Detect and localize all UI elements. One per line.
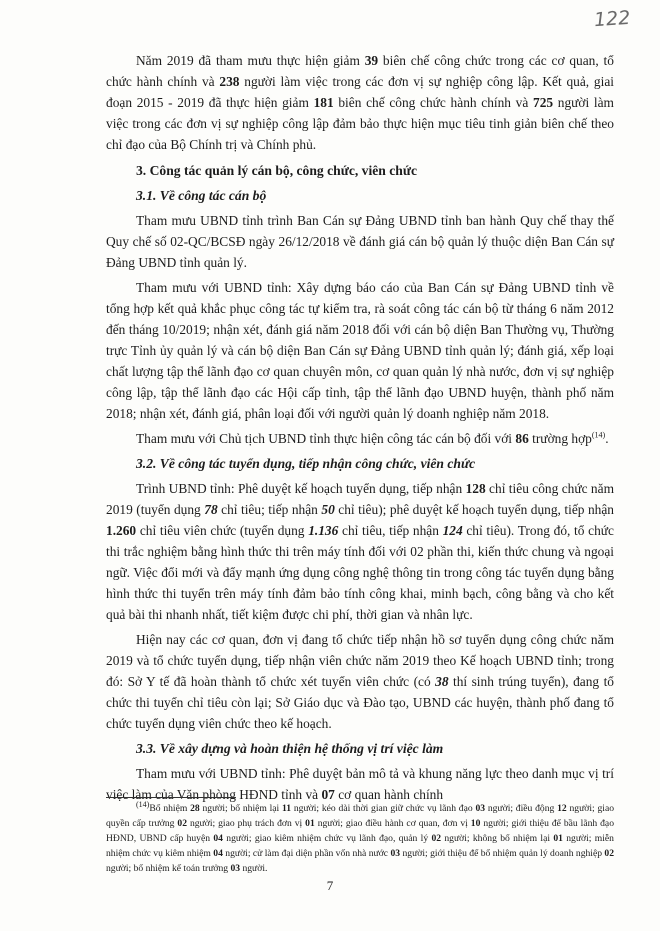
paragraph-staff-reduction: Năm 2019 đã tham mưu thực hiện giảm 39 biên chế công chức trong các cơ quan, tổ chức hành chính và 238 người làm việc trong các đơn vị sự nghiệp công lập. Kết quả, giai đoạn 2015 - 2019 đã thực hiện giảm 181 biên chế công chức hành chính và 725 người làm việc trong các đơn vị sự nghiệp công lập đảm bảo thực hiện mục tiêu tinh giản biên chế theo chỉ đạo của Bộ Chính trị và Chính phủ. bbox=[106, 53, 614, 152]
footnote-14: $^{(14)}$Bổ nhiệm 28 người; bổ nhiệm lại 11 người; kéo dài thời gian giữ chức vụ lãnh đạo 03 người; điều động 12 người; giao quyền cấp trưởng 02 người; giao phụ trách đơn vị 01 người; giao điều hành cơ quan, đơn vị 10 người; giới thiệu để bầu lãnh đạo HĐND, UBND cấp huyện 04 người; giao kiêm nhiệm chức vụ lãnh đạo, quản lý 02 người; không bổ nhiệm lại 01 người; miễn nhiệm chức vụ kiêm nhiệm 04 người; cử làm đại diện phần vốn nhà nước 03 người; giới thiệu để bổ nhiệm quản lý doanh nghiệp 02 người; bổ nhiệm kế toán trưởng 03 người. bbox=[106, 799, 615, 874]
paragraph-recruitment-plan: Trình UBND tỉnh: Phê duyệt kế hoạch tuyển dụng, tiếp nhận 128 chỉ tiêu công chức năm 2019 (tuyển dụng 78 chỉ tiêu; tiếp nhận 50 chỉ tiêu); phê duyệt kế hoạch tuyển dụng, tiếp nhận 1.260 chỉ tiêu viên chức (tuyển dụng 1.136 chỉ tiêu, tiếp nhận 124 chỉ tiêu). Trong đó, tổ chức thi trắc nghiệm bằng hình thức thi trên máy tính đối với 02 phần thi, kiến thức chung và ngoại ngữ. Việc đổi mới và đẩy mạnh ứng dụng công nghệ thông tin trong công tác tuyển dụng bằng hình thức thi tuyển trên máy tính đảm bảo tính công khai, minh bạch, công bằng và cho kết quả bài thi nhanh nhất, tiết kiệm được chi phí, thời gian và nhân lực. bbox=[106, 481, 614, 622]
paragraph-cadre-cases: Tham mưu với Chủ tịch UBND tỉnh thực hiện công tác cán bộ đối với 86 trường hợp$^{(14)}$. bbox=[136, 430, 609, 446]
footnote-separator bbox=[106, 797, 236, 798]
paragraph-job-positions: Tham mưu với UBND tỉnh: Phê duyệt bản mô tả và khung năng lực theo danh mục vị trí việc làm của Văn phòng HĐND tỉnh và 07 cơ quan hành chính bbox=[106, 766, 614, 802]
paragraph-cadre-regulation: Tham mưu UBND tỉnh trình Ban Cán sự Đảng UBND tỉnh ban hành Quy chế thay thế Quy chế số 02-QC/BCSĐ ngày 26/12/2018 về đánh giá cán bộ quản lý thuộc diện Ban Cán sự Đảng UBND tỉnh quản lý. bbox=[106, 213, 614, 270]
page-number: 7 bbox=[326, 878, 334, 893]
paragraph-cadre-report: Tham mưu với UBND tỉnh: Xây dựng báo cáo của Ban Cán sự Đảng UBND tỉnh về tổng hợp kết quả khắc phục công tác tự kiểm tra, rà soát công tác cán bộ từ tháng 6 năm 2012 đến tháng 10/2019; nhận xét, đánh giá năm 2018 đối với cán bộ diện Ban Thường vụ, Thường trực Tỉnh ủy quản lý và cán bộ diện Ban Cán sự Đảng UBND tỉnh quản lý; đánh giá, xếp loại chất lượng tập thể lãnh đạo cơ quan chuyên môn, cơ quan quản lý nhà nước, đơn vị sự nghiệp công lập, tập thể lãnh đạo các Hội cấp tỉnh, tập thể lãnh đạo UBND huyện, thành phố năm 2018; nhận xét, đánh giá, phân loại đối với người quản lý doanh nghiệp năm 2018. bbox=[106, 280, 614, 421]
subsection-heading-3-3: 3.3. Về xây dựng và hoàn thiện hệ thống vị trí việc làm bbox=[136, 741, 444, 756]
subsection-heading-3-2: 3.2. Về công tác tuyển dụng, tiếp nhận công chức, viên chức bbox=[136, 456, 476, 471]
document-body bbox=[106, 50, 614, 809]
handwritten-page-note: 122 bbox=[593, 6, 631, 32]
section-heading-3: 3. Công tác quản lý cán bộ, công chức, viên chức bbox=[136, 163, 418, 178]
paragraph-recruitment-status: Hiện nay các cơ quan, đơn vị đang tổ chức tiếp nhận hồ sơ tuyển dụng công chức năm 2019 và tổ chức tuyển dụng, tiếp nhận viên chức năm 2019 theo Kế hoạch UBND tỉnh; trong đó: Sở Y tế đã hoàn thành tổ chức xét tuyển viên chức (có 38 thí sinh trúng tuyển), đang tổ chức thi tuyển chỉ tiêu còn lại; Sở Giáo dục và Đào tạo, UBND các huyện, thành phố đang tổ chức tuyển dụng viên chức theo kế hoạch. bbox=[106, 632, 614, 731]
subsection-heading-3-1: 3.1. Về công tác cán bộ bbox=[136, 188, 267, 203]
